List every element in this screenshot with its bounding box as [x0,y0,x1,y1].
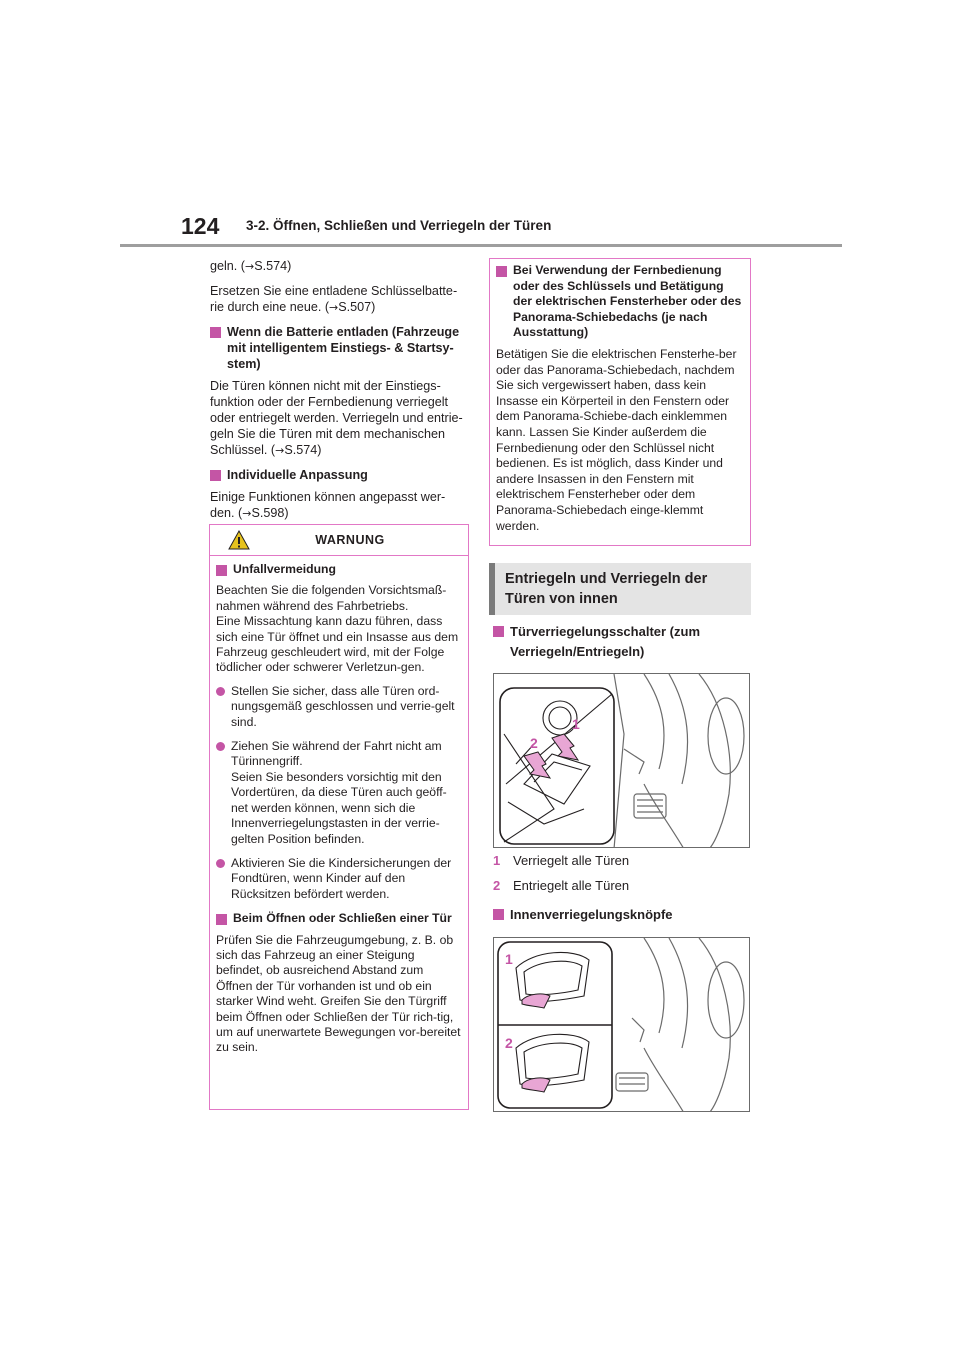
page-number: 124 [181,213,220,239]
battery-replace-text: Ersetzen Sie eine entladene Schlüsselbatte-rie durch eine neue. (→S.507) [210,284,458,314]
arrow-icon: → [242,507,252,520]
battery-text: Die Türen können nicht mit der Einstiegs-funktion oder der Fernbedienung verriegelt oder entriegelt werden. Verriegeln und entrie-geln Sie die Türen mit dem mechanischen Schlüssel. (→S.574) [210,379,463,457]
square-bullet-icon [210,470,221,481]
caption-unlock: 2 Entriegelt alle Türen [493,878,630,893]
remote-window-info-box [489,258,751,546]
section-title: 3-2. Öffnen, Schließen und Verriegeln der Türen [246,218,552,233]
warning-paragraph: Eine Missachtung kann dazu führen, dass sich eine Tür öffnet und ein Insasse aus dem Fahrzeug geschleudert wird, mit der Folge tödlicher oder schwerer Verletzun-gen. [216,614,459,675]
continuation-text: geln. (→S.574) [210,259,292,273]
warning-paragraph: Prüfen Sie die Fahrzeugumgebung, z. B. ob sich das Fahrzeug an einer Steigung befindet, ob ausreichend Abstand zum Öffnen der Tür vorhanden ist und ob ein starker Wind weht. Greifen Sie den Türgriff beim Öffnen oder Schließen der Tür rich-tig, um auf unerwartete Bewegungen vor-bereitet zu sein. [216,932,461,1055]
square-bullet-icon [493,909,504,920]
warning-bullet: Ziehen Sie während der Fahrt nicht am Türinnengriff. Seien Sie besonders vorsichtig mit den Vordertüren, da diese Türen auch geöff-net werden können, wenn sich die Innenverriegelungstasten in der verrie-gelten Position befinden. [216,739,462,847]
door-lock-switch-drawing [494,674,750,848]
warning-heading-door: Beim Öffnen oder Schließen einer Tür [216,911,462,926]
info-heading: Bei Verwendung der Fernbedienung oder des Schlüssels und Betätigung der elektrischen Fensterheber oder des Panorama-Schiebedachs (je nach Ausstattung) [496,263,743,341]
warning-box [209,524,469,1110]
warning-triangle-icon [228,530,250,550]
warning-body [210,556,468,1056]
battery-heading: Wenn die Batterie entladen (Fahrzeuge mit intelligentem Einstiegs- & Startsy-stem) [210,324,468,372]
warning-heading-accident: Unfallvermeidung [216,562,462,577]
custom-heading: Individuelle Anpassung [210,467,468,483]
door-lock-switch-illustration [493,673,750,848]
arrow-icon: → [329,301,339,314]
custom-text: Einige Funktionen können angepasst wer-den. (→S.598) [210,490,446,520]
knob-callout-2: 2 [505,1035,513,1051]
inner-lock-knobs-drawing [494,938,750,1112]
warning-header [210,525,468,556]
warning-label: WARNUNG [315,533,385,547]
switch-callout-2: 2 [530,735,538,751]
switch-heading: Türverriegelungsschalter (zum Verriegeln/Entriegeln) [493,622,743,662]
switch-callout-1: 1 [572,716,580,732]
round-bullet-icon [216,687,225,696]
square-bullet-icon [216,914,227,925]
arrow-icon: → [245,260,255,273]
square-bullet-icon [210,327,221,338]
warning-paragraph: Beachten Sie die folgenden Vorsichtsmaß-nahmen während des Fahrbetriebs. [216,583,447,613]
round-bullet-icon [216,859,225,868]
arrow-icon: → [275,444,285,457]
square-bullet-icon [496,266,507,277]
square-bullet-icon [216,565,227,576]
caption-lock: 1 Verriegelt alle Türen [493,853,630,868]
round-bullet-icon [216,742,225,751]
square-bullet-icon [493,626,504,637]
warning-bullet: Aktivieren Sie die Kindersicherungen der Fondtüren, wenn Kinder auf den Rücksitzen befördert werden. [216,856,462,902]
section-banner: Entriegeln und Verriegeln der Türen von innen [489,563,751,615]
header-divider [120,244,842,247]
info-text: Betätigen Sie die elektrischen Fensterhe-ber oder das Panorama-Schiebedach, nachdem Sie sich vergewissert haben, dass kein Insasse ein Körperteil in den Fenstern oder dem Panorama-Schiebe-dach einklemmen kann. Lassen Sie Kinder außerdem die Fernbedienung oder den Schlüssel nicht bedienen. Es ist möglich, dass Kinder und andere Insassen in den Fenstern mit elektrischem Fensterheber oder dem Panorama-Schiebedach einge-klemmt werden. [496,346,737,533]
left-column [210,258,468,530]
warning-bullet: Stellen Sie sicher, dass alle Türen ord-nungsgemäß geschlossen und verrie-gelt sind. [216,684,462,730]
knob-callout-1: 1 [505,951,513,967]
knobs-heading: Innenverriegelungsknöpfe [493,905,673,925]
inner-lock-knobs-illustration [493,937,750,1112]
